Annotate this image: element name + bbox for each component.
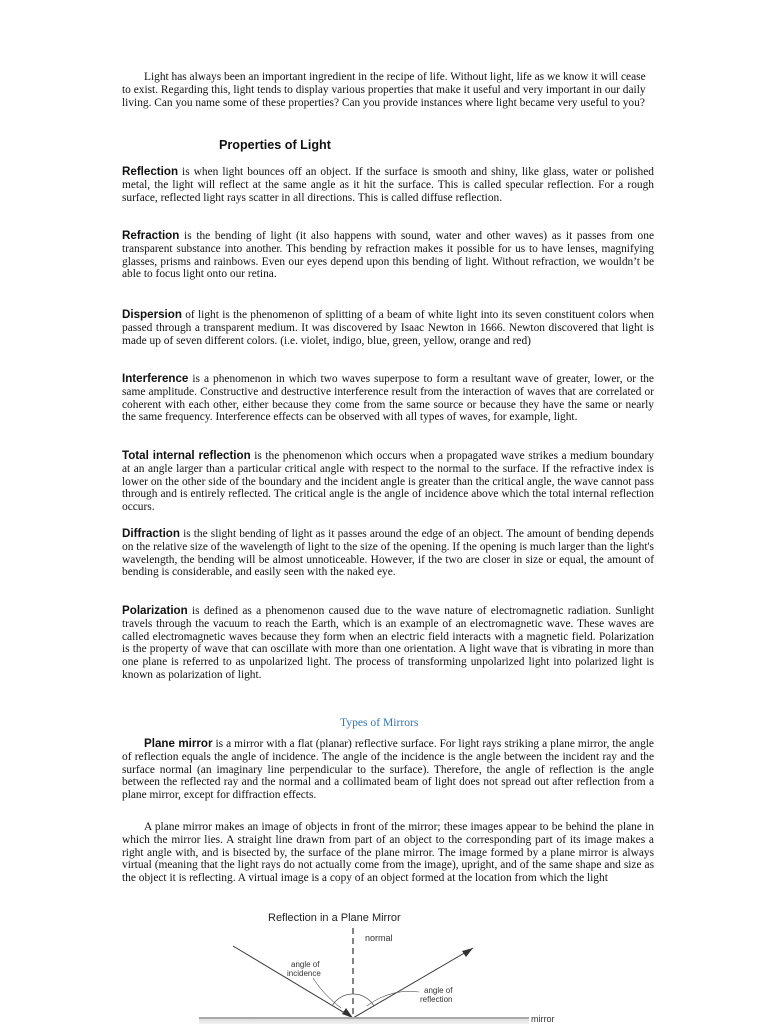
mirrors-heading: Types of Mirrors xyxy=(340,716,419,729)
mirror-label: mirror xyxy=(531,1014,555,1024)
intro-paragraph: Light has always been an important ingredient in the recipe of life. Without light, life as we know it will cease to exist. Regarding this, light tends to display various properties that make it useful and very important in our daily living. Can you name some of these properties? Can you provide instances where light became very useful to you? xyxy=(122,71,646,110)
incidence-angle-arc xyxy=(332,994,353,1006)
incidence-label-line1: angle of xyxy=(291,960,320,969)
incident-ray xyxy=(233,946,353,1018)
property-paragraph xyxy=(122,373,654,424)
property-paragraph xyxy=(122,605,654,682)
property-text: is the slight bending of light as it passes around the edge of an object. The amount of bending depends on the relative size of the wavelength of light to the size of the opening. If the opening is much larger than the light's wavelength, the bending will be almost unnoticeable. However, if the two are closer in size or equal, the amount of bending is considerable, and easily seen with the naked eye. xyxy=(122,528,654,579)
incident-arrowhead xyxy=(342,1008,353,1018)
property-paragraph xyxy=(122,309,654,347)
diagram-title: Reflection in a Plane Mirror xyxy=(268,912,401,924)
property-text: is the bending of light (it also happens with sound, water and other waves) as it passes from one transparent substance into another. This bending by refraction makes it possible for us to have lenses, magnifying glasses, prisms and rainbows. Even our eyes depend upon this bending of light. Without refraction, we wouldn’t be able to focus light onto our retina. xyxy=(122,230,654,281)
property-term: Diffraction xyxy=(122,527,180,540)
property-term: Interference xyxy=(122,372,189,385)
plane-mirror-text: is a mirror with a flat (planar) reflective surface. For light rays striking a plane mirror, the angle of reflection equals the angle of incidence. The angle of the incidence is the angle between the incident ray and the surface normal (an imaginary line perpendicular to the surface). Therefore, the angle of reflection is the angle between the reflected ray and the normal and a collimated beam of light does not spread out after reflection from a plane mirror, except for diffraction effects. xyxy=(122,738,654,802)
reflection-label-line2: reflection xyxy=(420,995,453,1004)
plane-mirror-paragraph xyxy=(122,738,654,802)
property-text: is when light bounces off an object. If the surface is smooth and shiny, like glass, water or polished metal, the light will reflect at the same angle as it hit the surface. This is called specular reflection. For a rough surface, reflected light rays scatter in all directions. This is called diffuse reflection. xyxy=(122,166,654,204)
incidence-pointer xyxy=(313,978,341,1008)
plane-mirror-term: Plane mirror xyxy=(144,737,213,750)
reflected-ray xyxy=(353,948,473,1018)
property-text: is the phenomenon which occurs when a propagated wave strikes a medium boundary at an angle larger than a particular critical angle with respect to the normal to the surface. If the refractive index is lower on the other side of the boundary and the incident angle is greater than the critical angle, the wave cannot pass through and is entirely reflected. The critical angle is the angle of incidence above which the total internal reflection occurs. xyxy=(122,450,654,514)
property-term: Total internal reflection xyxy=(122,449,251,462)
property-term: Refraction xyxy=(122,229,180,242)
property-term: Reflection xyxy=(122,165,179,178)
reflection-pointer xyxy=(367,991,419,1006)
plane-mirror-paragraph-2: A plane mirror makes an image of objects in front of the mirror; these images appear to be behind the plane in which the mirror lies. A straight line drawn from part of an object to the corresponding part of its image makes a right angle with, and is bisected by, the surface of the plane mirror. The image formed by a plane mirror is always virtual (meaning that the light rays do not actually come from the image), upright, and of the same shape and size as the object it is reflecting. A virtual image is a copy of an object formed at the location from which the light xyxy=(122,821,654,885)
property-text: is a phenomenon in which two waves superpose to form a resultant wave of greater, lower, or the same amplitude. Constructive and destructive interference result from the interaction of waves that are correlated or coherent with each other, either because they come from the same source or because they have the same or nearly the same frequency. Interference effects can be observed with all types of waves, for example, light. xyxy=(122,373,654,424)
property-paragraph xyxy=(122,528,654,579)
property-text: of light is the phenomenon of splitting of a beam of white light into its seven constituent colors when passed through a transparent medium. It was discovered by Isaac Newton in 1666. Newton discovered that light is made up of seven different colors. (i.e. violet, indigo, blue, green, yellow, orange and red) xyxy=(122,309,654,347)
reflection-diagram xyxy=(195,908,565,1024)
incidence-label-line2: incidence xyxy=(287,969,321,978)
property-paragraph xyxy=(122,230,654,281)
property-paragraph xyxy=(122,166,654,204)
normal-label: normal xyxy=(365,933,393,943)
reflected-arrowhead xyxy=(462,948,473,957)
property-term: Polarization xyxy=(122,604,188,617)
property-text: is defined as a phenomenon caused due to the wave nature of electromagnetic radiation. Sunlight travels through the vacuum to reach the Earth, which is an example of an electromagnetic wave. These waves are called electromagnetic waves because they form when an electric field interacts with a magnetic field. Polarization is the property of wave that can oscillate with more than one orientation. A light wave that is vibrating in more than one plane is referred to as unpolarized light. The process of transforming unpolarized light into polarized light is known as polarization of light. xyxy=(122,605,654,681)
property-paragraph xyxy=(122,450,654,514)
section-title: Properties of Light xyxy=(219,138,331,152)
reflection-angle-arc xyxy=(353,994,374,1006)
property-term: Dispersion xyxy=(122,308,182,321)
reflection-label-line1: angle of xyxy=(424,986,453,995)
